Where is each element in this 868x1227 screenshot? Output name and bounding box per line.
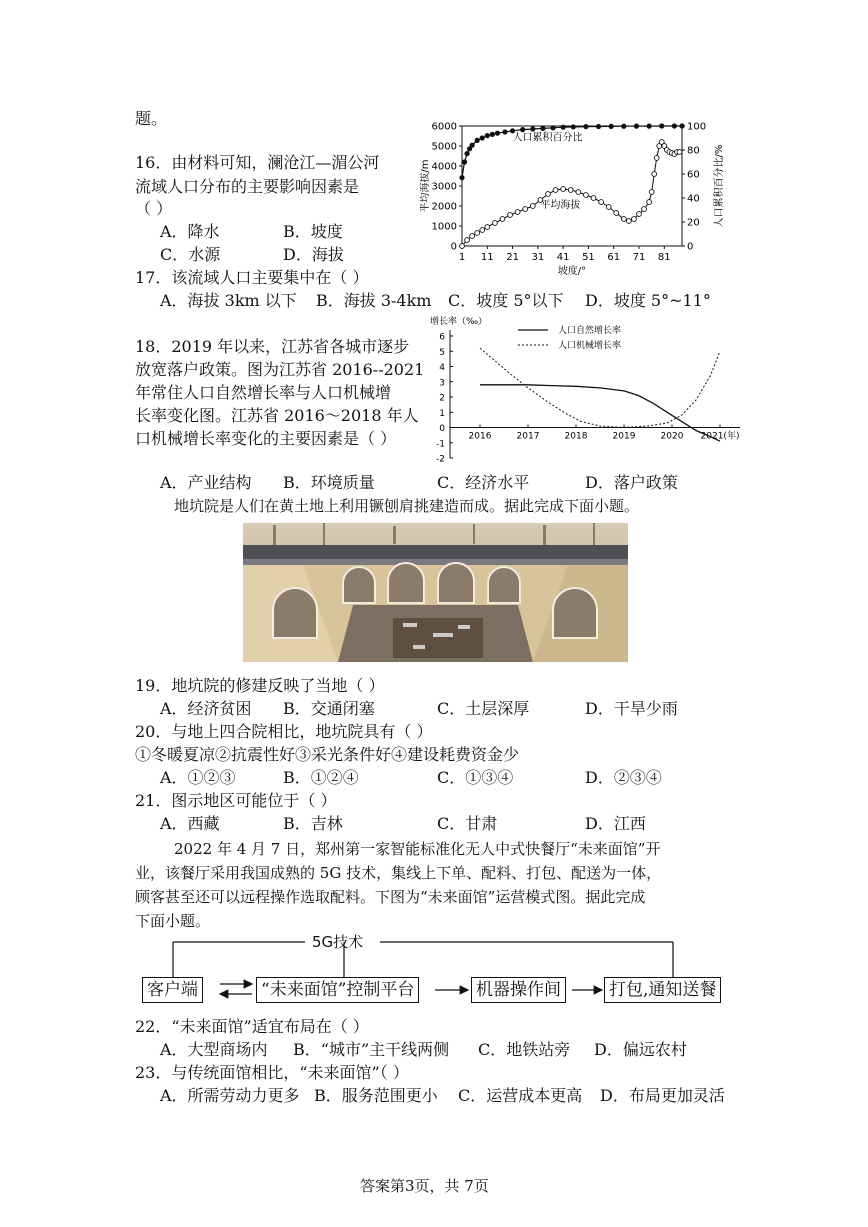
q16-option-a[interactable]: A．降水 (160, 222, 220, 241)
y-right-tick-label: 40 (687, 193, 700, 205)
q23-option-c[interactable]: C．运营成本更高 (458, 1086, 583, 1105)
q18-option-d[interactable]: D．落户政策 (585, 473, 678, 492)
x-tick-label: 2018 (564, 431, 588, 442)
q18-stem-line3: 年常住人口自然增长率与人口机械增 (135, 383, 392, 402)
q23-stem: 23．与传统面馆相比，“未来面馆”（ ） (135, 1063, 409, 1082)
elevation-point (500, 217, 505, 222)
elevation-point (637, 212, 642, 217)
population-point (490, 132, 495, 137)
elevation-point (470, 234, 475, 239)
page-footer: 答案第3页，共 7页 (360, 1177, 489, 1195)
q17-stem: 17．该流域人口主要集中在（ ） (135, 268, 369, 287)
q21-option-c[interactable]: C．甘肃 (437, 814, 498, 833)
x-tick-label: 61 (607, 252, 621, 263)
population-point (550, 125, 555, 130)
elevation-point (475, 231, 480, 236)
elevation-point (515, 210, 520, 215)
population-point (459, 175, 464, 180)
q23-option-b[interactable]: B．服务范围更小 (314, 1086, 438, 1105)
x-tick-label: 81 (657, 252, 671, 263)
population-point (495, 131, 500, 136)
q22-option-b[interactable]: B．“城市”主干线两侧 (293, 1040, 450, 1059)
prev-question-fragment: 题。 (135, 109, 168, 128)
y-tick-label: -1 (436, 439, 445, 450)
elevation-point (568, 188, 573, 193)
elevation-point (652, 172, 657, 177)
q21-option-a[interactable]: A．西藏 (160, 814, 220, 833)
q18-stem-line5: 口机械增长率变化的主要因素是（ ） (135, 429, 397, 448)
x-tick-label: 51 (582, 252, 595, 263)
population-point (530, 126, 535, 131)
elevation-point (530, 204, 535, 209)
x-tick-label: 2019 (612, 431, 636, 442)
elevation-point (647, 200, 652, 205)
growth-rate-chart (428, 312, 746, 464)
q17-option-a[interactable]: A．海拔 3km 以下 (160, 291, 297, 310)
population-point (672, 123, 677, 128)
elevation-point (642, 207, 647, 212)
y-left-axis-label: 平均海拔/m (420, 159, 431, 213)
elevation-point (523, 207, 528, 212)
plot-frame (462, 126, 682, 246)
y-right-tick-label: 100 (687, 121, 707, 133)
population-point (561, 125, 566, 130)
q18-option-a[interactable]: A．产业结构 (160, 473, 252, 492)
elevation-point (606, 205, 611, 210)
y-tick-label: -2 (436, 454, 445, 464)
elevation-point (561, 187, 566, 192)
population-point (464, 151, 469, 156)
q17-option-b[interactable]: B．海拔 3-4km (316, 291, 432, 310)
elevation-point (460, 244, 465, 249)
y-tick-label: 1 (439, 408, 445, 419)
q16-stem-line2: 流域人口分布的主要影响因素是 (135, 177, 360, 196)
flow-platform-box: “未来面馆”控制平台 (256, 977, 419, 1003)
elevation-point (508, 213, 513, 218)
q16-option-c[interactable]: C．水源 (160, 245, 221, 264)
q22-option-c[interactable]: C．地铁站旁 (478, 1040, 571, 1059)
flow-5g-label: 5G技术 (312, 933, 364, 951)
q21-option-b[interactable]: B．吉林 (283, 814, 343, 833)
elevation-point (649, 190, 654, 195)
population-point (480, 135, 485, 140)
y-tick-label: 0 (439, 424, 445, 434)
y-tick-label: 6 (439, 332, 445, 343)
y-right-tick-label: 20 (687, 217, 700, 229)
q18-option-b[interactable]: B．环境质量 (283, 473, 375, 492)
population-point (634, 124, 639, 129)
population-point (647, 124, 652, 129)
q20-option-d[interactable]: D．②③④ (585, 768, 662, 787)
noodle-intro-line2: 业，该餐厅采用我国成熟的 5G 技术，集线上下单、配料、打包、配送为一体， (135, 864, 662, 882)
q23-option-d[interactable]: D．布局更加灵活 (600, 1086, 725, 1105)
y-left-tick-label: 0 (450, 241, 457, 253)
y-right-tick-label: 80 (687, 145, 700, 157)
elevation-point (492, 221, 497, 226)
population-point (583, 124, 588, 129)
q22-stem: 22．“未来面馆”适宜布局在（ ） (135, 1017, 369, 1036)
q16-option-d[interactable]: D．海拔 (283, 245, 344, 264)
population-point (485, 133, 490, 138)
q19-option-a[interactable]: A．经济贫困 (160, 699, 252, 718)
q16-option-b[interactable]: B．坡度 (283, 222, 343, 241)
x-tick-label: 1 (458, 252, 466, 263)
y-axis-label: 增长率（‰） (430, 317, 488, 327)
elevation-point (553, 188, 558, 193)
x-tick-label: 21 (506, 252, 519, 263)
elevation-point (576, 190, 581, 195)
y-left-tick-label: 6000 (431, 121, 457, 133)
q22-option-d[interactable]: D．偏远农村 (594, 1040, 687, 1059)
y-tick-label: 5 (439, 347, 445, 358)
population-point (462, 159, 467, 164)
x-tick-label: 71 (632, 252, 646, 263)
q19-option-b[interactable]: B．交通闭塞 (283, 699, 375, 718)
flow-machine-box: 机器操作间 (471, 977, 566, 1003)
q18-option-c[interactable]: C．经济水平 (437, 473, 530, 492)
noodle-intro-line1: 2022 年 4 月 7 日，郑州第一家智能标准化无人中式快餐厅“未来面馆”开 (174, 840, 661, 858)
x-tick-label: 2017 (516, 431, 540, 442)
q20-option-c[interactable]: C．①③④ (437, 768, 514, 787)
population-point (470, 143, 475, 148)
y-left-tick-label: 3000 (431, 181, 457, 193)
series-line-elevation (462, 142, 680, 246)
q20-option-a[interactable]: A．①②③ (160, 768, 236, 787)
q18-stem-line1: 18．2019 年以来，江苏省各城市逐步 (135, 337, 410, 356)
y-left-tick-label: 2000 (431, 201, 457, 213)
q20-option-b[interactable]: B．①②④ (283, 768, 359, 787)
population-point (475, 138, 480, 143)
y-tick-label: 3 (439, 378, 445, 389)
noodle-intro-line4: 下面小题。 (135, 912, 211, 930)
q22-option-a[interactable]: A．大型商场内 (160, 1040, 268, 1059)
series-label-population: 人口累积百分比 (512, 132, 583, 144)
x-axis-label: 坡度/° (557, 266, 587, 277)
flow-deliver-box: 打包,通知送餐 (604, 977, 721, 1003)
elevation-point (599, 200, 604, 205)
y-right-axis-label: 人口累积百分比/% (714, 144, 725, 228)
dikengyuan-photo (243, 523, 628, 662)
x-tick-label: 41 (556, 252, 570, 263)
x-tick-label: 2016 (468, 431, 492, 442)
y-right-tick-label: 0 (687, 241, 694, 253)
elevation-point (654, 156, 659, 161)
population-point (571, 124, 576, 129)
y-tick-label: 4 (439, 363, 445, 373)
x-tick-label: 2021(年) (700, 431, 740, 442)
q16-stem-line1: 16．由材料可知，澜沧江—湄公河 (135, 153, 380, 172)
elevation-point (485, 225, 490, 230)
elevation-point (677, 150, 682, 155)
y-left-tick-label: 1000 (431, 221, 457, 233)
series-label-elevation: 平均海拔 (540, 200, 581, 211)
population-point (540, 126, 545, 131)
q19-stem: 19．地坑院的修建反映了当地（ ） (135, 676, 385, 695)
q18-stem-line4: 长率变化图。江苏省 2016～2018 年人 (135, 406, 419, 425)
elevation-point (614, 211, 619, 216)
elevation-population-chart (420, 112, 730, 284)
population-point (502, 129, 507, 134)
elevation-point (546, 192, 551, 197)
q16-stem-line3: （ ） (135, 199, 173, 218)
population-point (659, 123, 664, 128)
q21-stem: 21．图示地区可能位于（ ） (135, 791, 337, 810)
elevation-point (626, 219, 631, 224)
legend-label-mechanical: 人口机械增长率 (558, 341, 622, 351)
population-point (679, 123, 684, 128)
population-point (609, 124, 614, 129)
elevation-point (632, 217, 637, 222)
q20-stem: 20．与地上四合院相比，地坑院具有（ ） (135, 722, 433, 741)
q23-option-a[interactable]: A．所需劳动力更多 (160, 1086, 300, 1105)
x-tick-label: 2020 (660, 431, 684, 442)
q19-option-c[interactable]: C．土层深厚 (437, 699, 530, 718)
flow-client-box: 客户端 (142, 977, 203, 1003)
y-right-tick-label: 60 (687, 169, 700, 181)
x-tick-label: 11 (480, 252, 494, 263)
elevation-point (480, 228, 485, 233)
q18-stem-line2: 放宽落户政策。图为江苏省 2016--2021 (135, 360, 425, 379)
elevation-point (584, 193, 589, 198)
dikengyuan-intro: 地坑院是人们在黄土地上利用镢刨肩挑建造而成。据此完成下面小题。 (174, 497, 640, 515)
y-tick-label: 2 (439, 393, 445, 404)
q21-option-d[interactable]: D．江西 (585, 814, 646, 833)
elevation-point (621, 217, 626, 222)
elevation-point (465, 238, 470, 243)
x-tick-label: 31 (531, 252, 545, 263)
y-left-tick-label: 5000 (431, 141, 457, 153)
q17-option-c[interactable]: C．坡度 5°以下 (448, 291, 564, 310)
elevation-point (591, 196, 596, 201)
q20-items: ①冬暖夏凉②抗震性好③采光条件好④建设耗费资金少 (135, 745, 520, 764)
population-point (621, 124, 626, 129)
q17-option-d[interactable]: D．坡度 5°~11° (585, 291, 711, 310)
y-left-tick-label: 4000 (431, 161, 457, 173)
noodle-intro-line3: 顾客甚至还可以远程操作选取配料。下图为“未来面馆”运营模式图。据此完成 (135, 888, 646, 906)
legend-label-natural: 人口自然增长率 (558, 326, 622, 336)
q19-option-d[interactable]: D．干旱少雨 (585, 699, 678, 718)
population-point (596, 124, 601, 129)
